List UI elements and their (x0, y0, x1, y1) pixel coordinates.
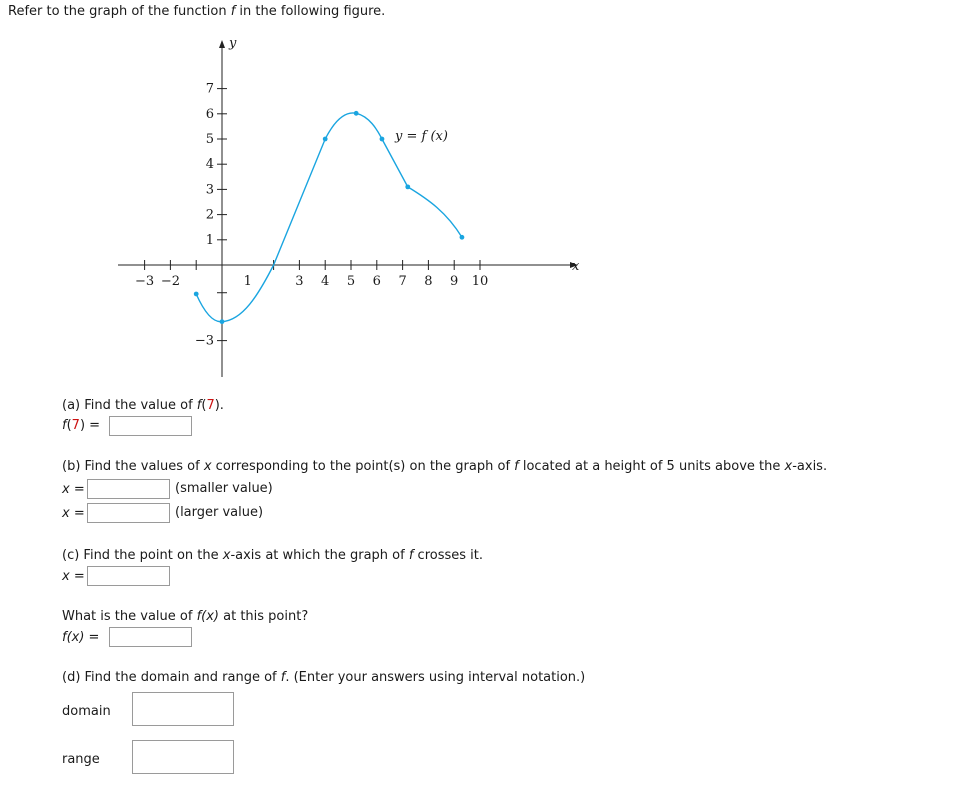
smaller-x-label: x = (62, 482, 85, 497)
part-d-question (62, 670, 585, 686)
part-b-f: f (514, 459, 519, 474)
part-a-arg: 7 (206, 398, 215, 413)
part-b-x: x (203, 459, 212, 474)
intro-suffix: in the following figure. (235, 4, 386, 19)
x-tick-label: 4 (321, 274, 330, 289)
part-b-question (62, 459, 827, 475)
range-label: range (62, 752, 100, 767)
followup-suffix: at this point? (219, 609, 309, 624)
followup-fx: f(x) (196, 609, 219, 624)
x-axis-label: x (572, 259, 580, 274)
function-curve (196, 113, 462, 322)
part-a-label-f: f (62, 418, 67, 433)
larger-value-hint: (larger value) (175, 505, 264, 520)
part-c-f: f (408, 548, 414, 563)
curve-point (405, 184, 410, 189)
part-b-mid2: located at a height of 5 units above the (518, 459, 785, 474)
curve-point (323, 137, 328, 142)
x-axis (118, 262, 578, 268)
larger-x-label: x = (62, 506, 85, 521)
range-input[interactable] (132, 740, 234, 774)
curve-point (220, 319, 225, 324)
f7-input[interactable] (109, 416, 192, 436)
part-a-label-open: ( (66, 418, 72, 433)
crossing-x-label: x = (62, 569, 85, 584)
part-a-prefix: (a) Find the value of (62, 398, 197, 413)
y-tick-label: 1 (205, 232, 214, 248)
part-d-suffix: . (Enter your answers using interval notation.) (285, 670, 586, 685)
y-tick-label: 7 (205, 81, 214, 97)
x-tick-label: 9 (450, 274, 459, 289)
curve-point (380, 137, 385, 142)
part-b-prefix: (b) Find the values of (62, 459, 204, 474)
smaller-x-input[interactable] (87, 479, 170, 499)
part-d-prefix: (d) Find the domain and range of (62, 670, 281, 685)
y-tick-label: 2 (205, 207, 214, 223)
part-a-close: ). (214, 398, 224, 413)
smaller-value-hint: (smaller value) (175, 481, 273, 496)
y-tick-label: 5 (205, 132, 214, 147)
curve-point (460, 235, 465, 240)
domain-input[interactable] (132, 692, 234, 726)
x-ticks (135, 260, 488, 289)
y-tick-label: 3 (205, 182, 214, 198)
part-c-suffix: crosses it. (413, 548, 484, 563)
x-tick-label: 6 (372, 274, 381, 289)
part-c-question (62, 548, 483, 564)
part-c-x: x (222, 548, 231, 563)
intro-f: f (230, 4, 236, 19)
part-a-open: ( (201, 398, 207, 413)
intro-prefix: Refer to the graph of the function (8, 4, 231, 19)
curve-point (194, 292, 199, 297)
x-tick-label: 1 (243, 274, 252, 289)
y-axis (219, 40, 225, 377)
x-tick-label: 3 (295, 274, 304, 289)
part-b-mid: corresponding to the point(s) on the graph of (211, 459, 515, 474)
x-tick-label: 8 (424, 274, 433, 289)
domain-label: domain (62, 704, 111, 719)
y-tick-label: 6 (205, 106, 214, 122)
part-a-label-close: ) = (79, 418, 101, 433)
part-c-mid: -axis at which the graph of (230, 548, 409, 563)
x-tick-label: −3 (135, 274, 155, 289)
y-tick-label: 4 (205, 157, 214, 173)
x-tick-label: 5 (346, 274, 356, 289)
fx-input[interactable] (109, 627, 192, 647)
part-c-followup (62, 609, 308, 625)
part-b-suffix: -axis. (792, 459, 828, 474)
part-a-label (62, 418, 100, 434)
part-a-label-arg: 7 (71, 418, 80, 433)
y-axis-arrow (219, 40, 225, 48)
part-a-question (62, 398, 224, 414)
x-tick-label: −2 (160, 274, 180, 289)
crossing-x-input[interactable] (87, 566, 170, 586)
curve-point (354, 111, 359, 116)
followup-prefix: What is the value of (62, 609, 197, 624)
part-a-f: f (196, 398, 202, 413)
fx-label: f(x) = (62, 630, 100, 645)
x-tick-label: 10 (471, 274, 489, 289)
curve-label: y = f (x) (395, 129, 448, 144)
part-c-prefix: (c) Find the point on the (62, 548, 223, 563)
larger-x-input[interactable] (87, 503, 170, 523)
part-b-xaxis: x (784, 459, 793, 474)
y-tick-label: −3 (194, 333, 214, 349)
part-d-f: f (280, 670, 286, 685)
y-axis-label: y (229, 36, 237, 51)
x-tick-label: 7 (398, 274, 407, 289)
